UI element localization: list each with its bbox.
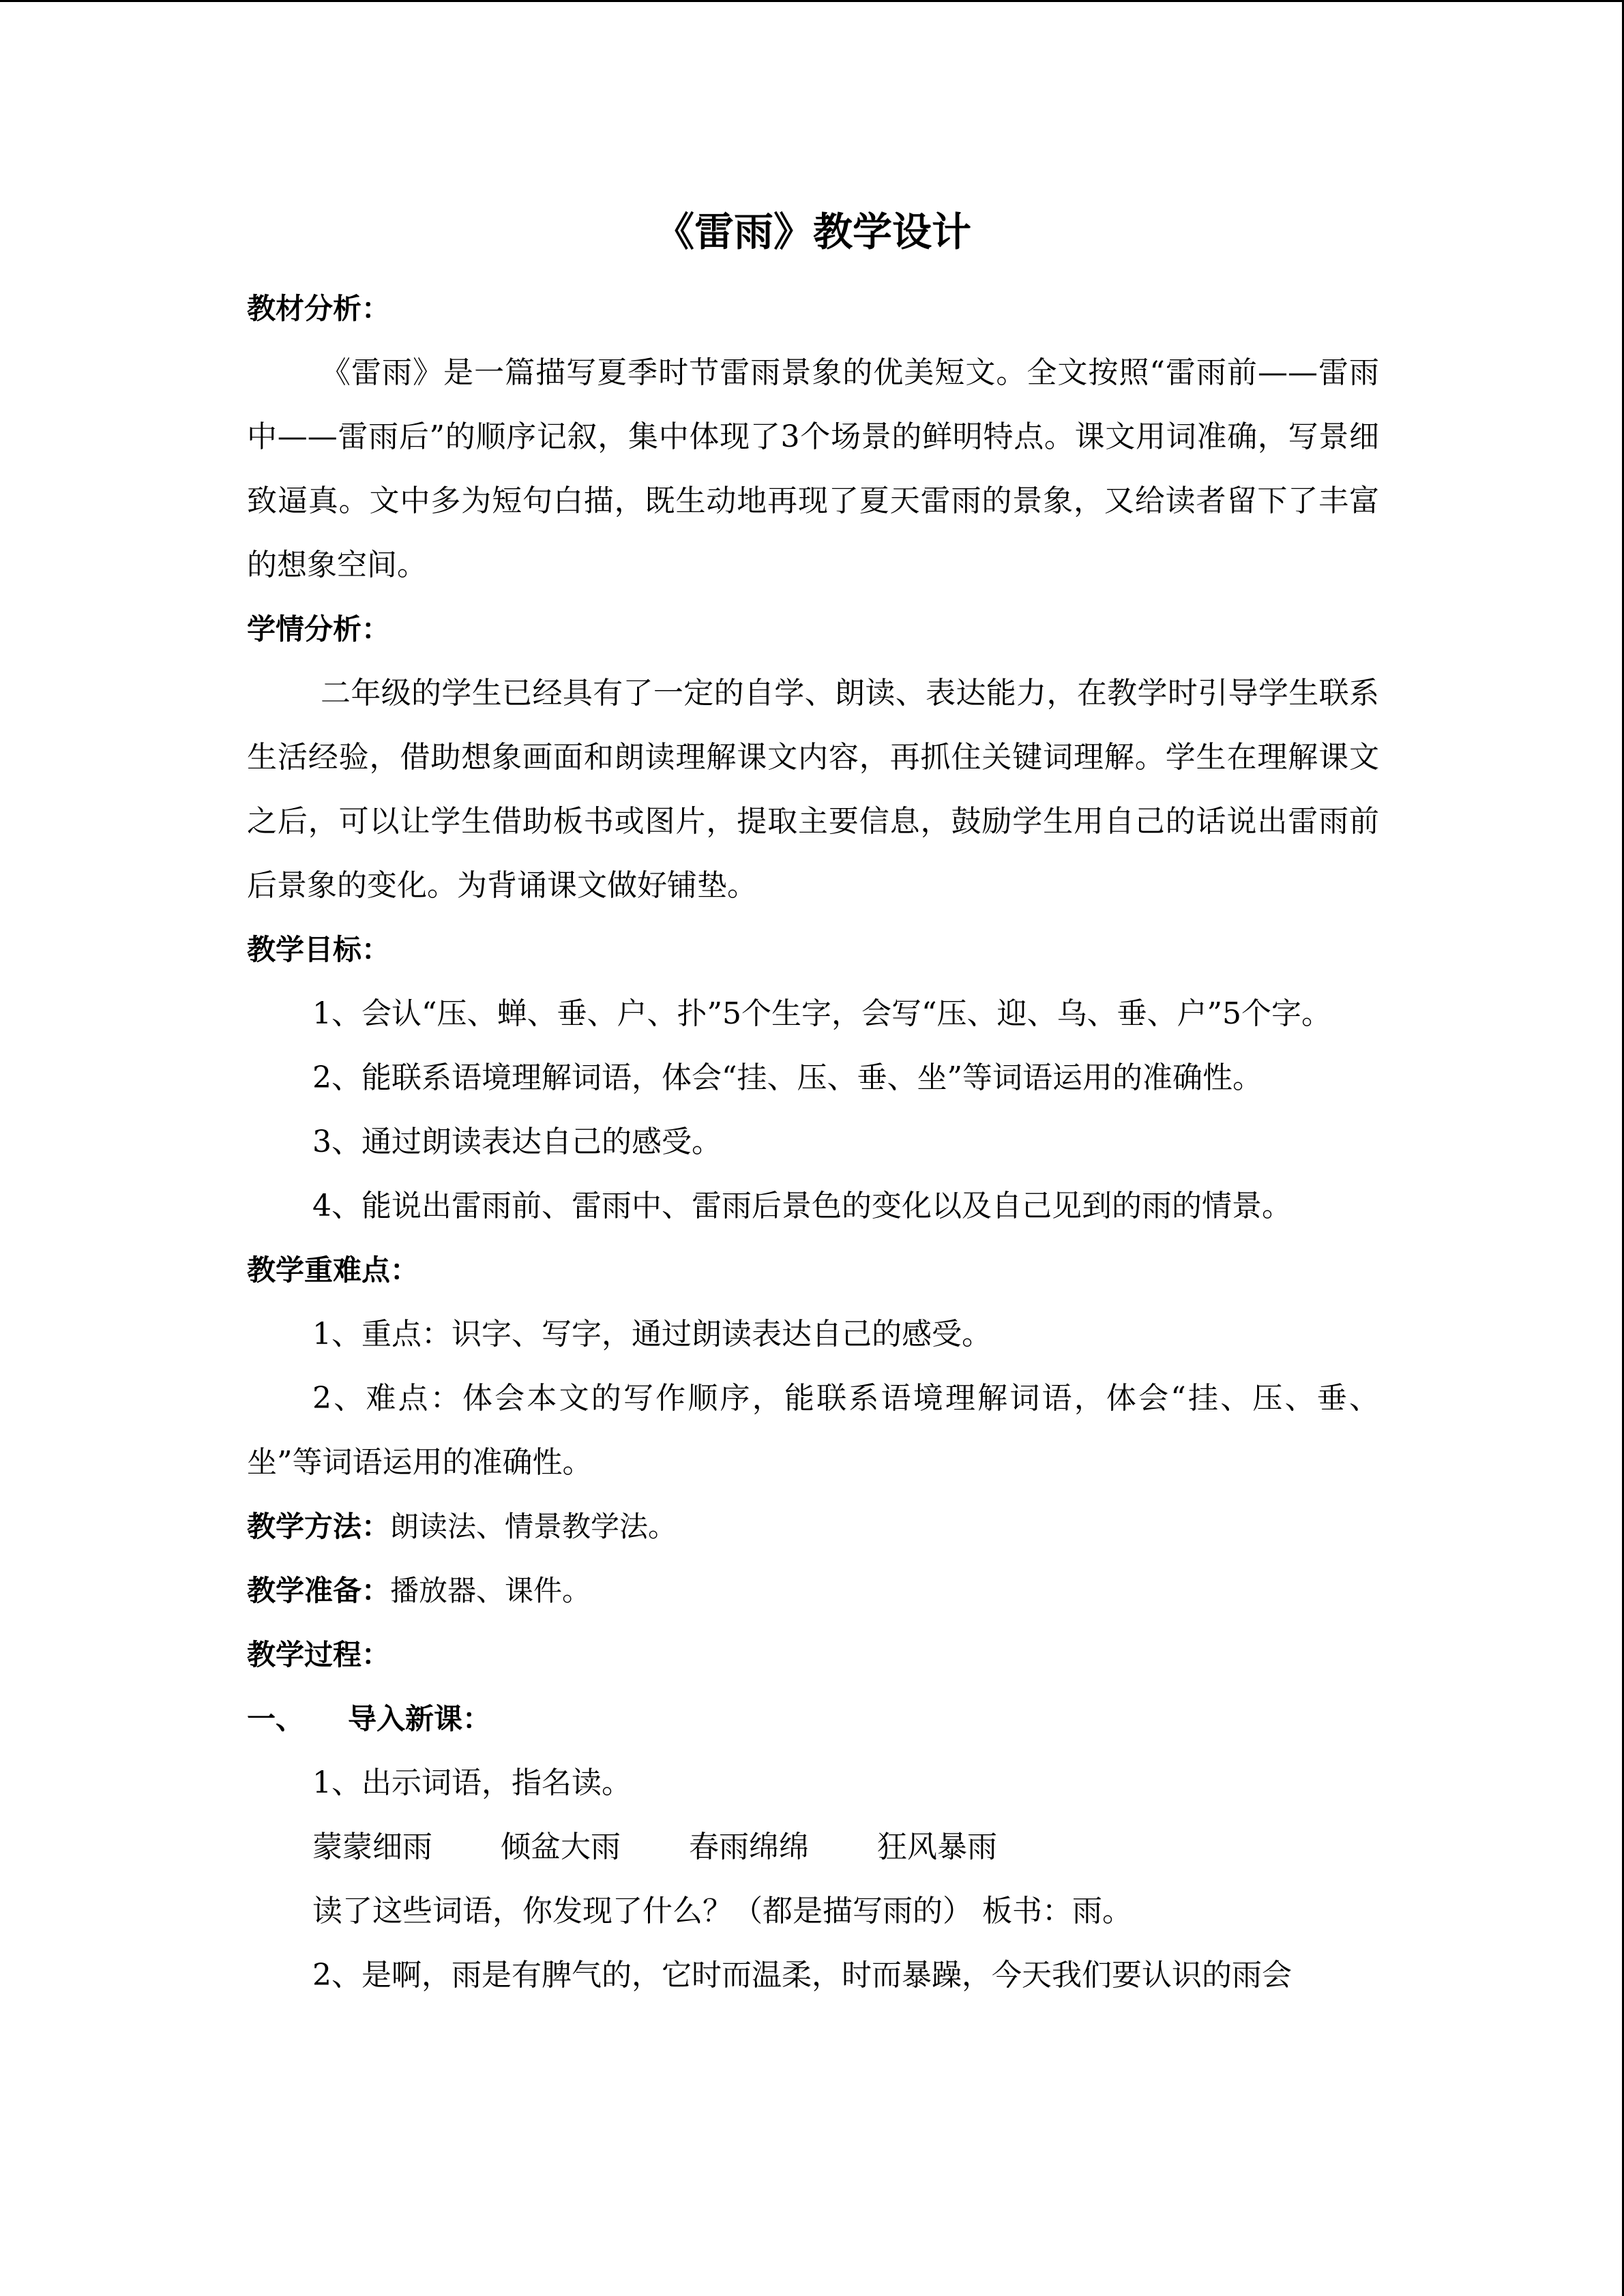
rain-word: 狂风暴雨: [877, 1830, 997, 1864]
key-point-item: 1、重点：识字、写字，通过朗读表达自己的感受。: [312, 1317, 992, 1352]
textbook-analysis-heading: 教材分析：: [247, 292, 391, 325]
document-body: [247, 205, 1379, 2008]
teaching-methods-value: 朗读法、情景教学法。: [390, 1510, 677, 1543]
teaching-goal-item: 2、能联系语境理解词语，体会“挂、压、垂、坐”等词语运用的准确性。: [312, 1060, 1263, 1095]
process-question: 读了这些词语，你发现了什么？（都是描写雨的） 板书：雨。: [312, 1894, 1132, 1928]
teaching-process-heading: 教学过程：: [247, 1638, 391, 1671]
teaching-goals-heading: 教学目标：: [247, 933, 391, 966]
process-step-2: 2、是啊，雨是有脾气的，它时而温柔，时而暴躁，今天我们要认识的雨会: [312, 1958, 1292, 1993]
teaching-methods-label: 教学方法：: [247, 1510, 391, 1543]
section-one-heading: [247, 1687, 1379, 1751]
teaching-goal-item: 1、会认“压、蝉、垂、户、扑”5个生字，会写“压、迎、乌、垂、户”5个字。: [312, 996, 1331, 1031]
rain-word: 倾盆大雨: [501, 1830, 621, 1864]
key-points-heading: 教学重难点：: [247, 1253, 419, 1287]
key-point-item: 2、难点：体会本文的写作顺序，能联系语境理解词语，体会“挂、压、垂、坐”等词语运用的准确性。: [247, 1381, 1379, 1480]
learner-analysis-body: 二年级的学生已经具有了一定的自学、朗读、表达能力，在教学时引导学生联系生活经验，借助想象画面和朗读理解课文内容，再抓住关键词理解。学生在理解课文之后，可以让学生借助板书或图片，提取主要信息，鼓励学生用自己的话说出雷雨前后景象的变化。为背诵课文做好铺垫。: [247, 676, 1379, 903]
teaching-goal-item: 3、通过朗读表达自己的感受。: [312, 1124, 722, 1159]
rain-word: 蒙蒙细雨: [312, 1830, 432, 1864]
process-step-1: 1、出示词语，指名读。: [312, 1765, 632, 1800]
section-one-title: 导入新课：: [348, 1702, 492, 1735]
document-title: 《雷雨》教学设计: [654, 209, 971, 255]
rain-word: 春雨绵绵: [689, 1830, 809, 1864]
teaching-methods: [247, 1495, 1379, 1559]
rain-words-row: [247, 1815, 1379, 1879]
learner-analysis-heading: 学情分析：: [247, 612, 391, 646]
teaching-goal-item: 4、能说出雷雨前、雷雨中、雷雨后景色的变化以及自己见到的雨的情景。: [312, 1189, 1292, 1223]
teaching-preparation: [247, 1559, 1379, 1623]
teaching-preparation-label: 教学准备：: [247, 1574, 391, 1607]
section-one-number: 一、: [247, 1702, 305, 1735]
textbook-analysis-body: 《雷雨》是一篇描写夏季时节雷雨景象的优美短文。全文按照“雷雨前——雷雨中——雷雨后”的顺序记叙，集中体现了3个场景的鲜明特点。课文用词准确，写景细致逼真。文中多为短句白描，既生动地再现了夏天雷雨的景象，又给读者留下了丰富的想象空间。: [247, 355, 1379, 582]
teaching-preparation-value: 播放器、课件。: [390, 1574, 591, 1607]
